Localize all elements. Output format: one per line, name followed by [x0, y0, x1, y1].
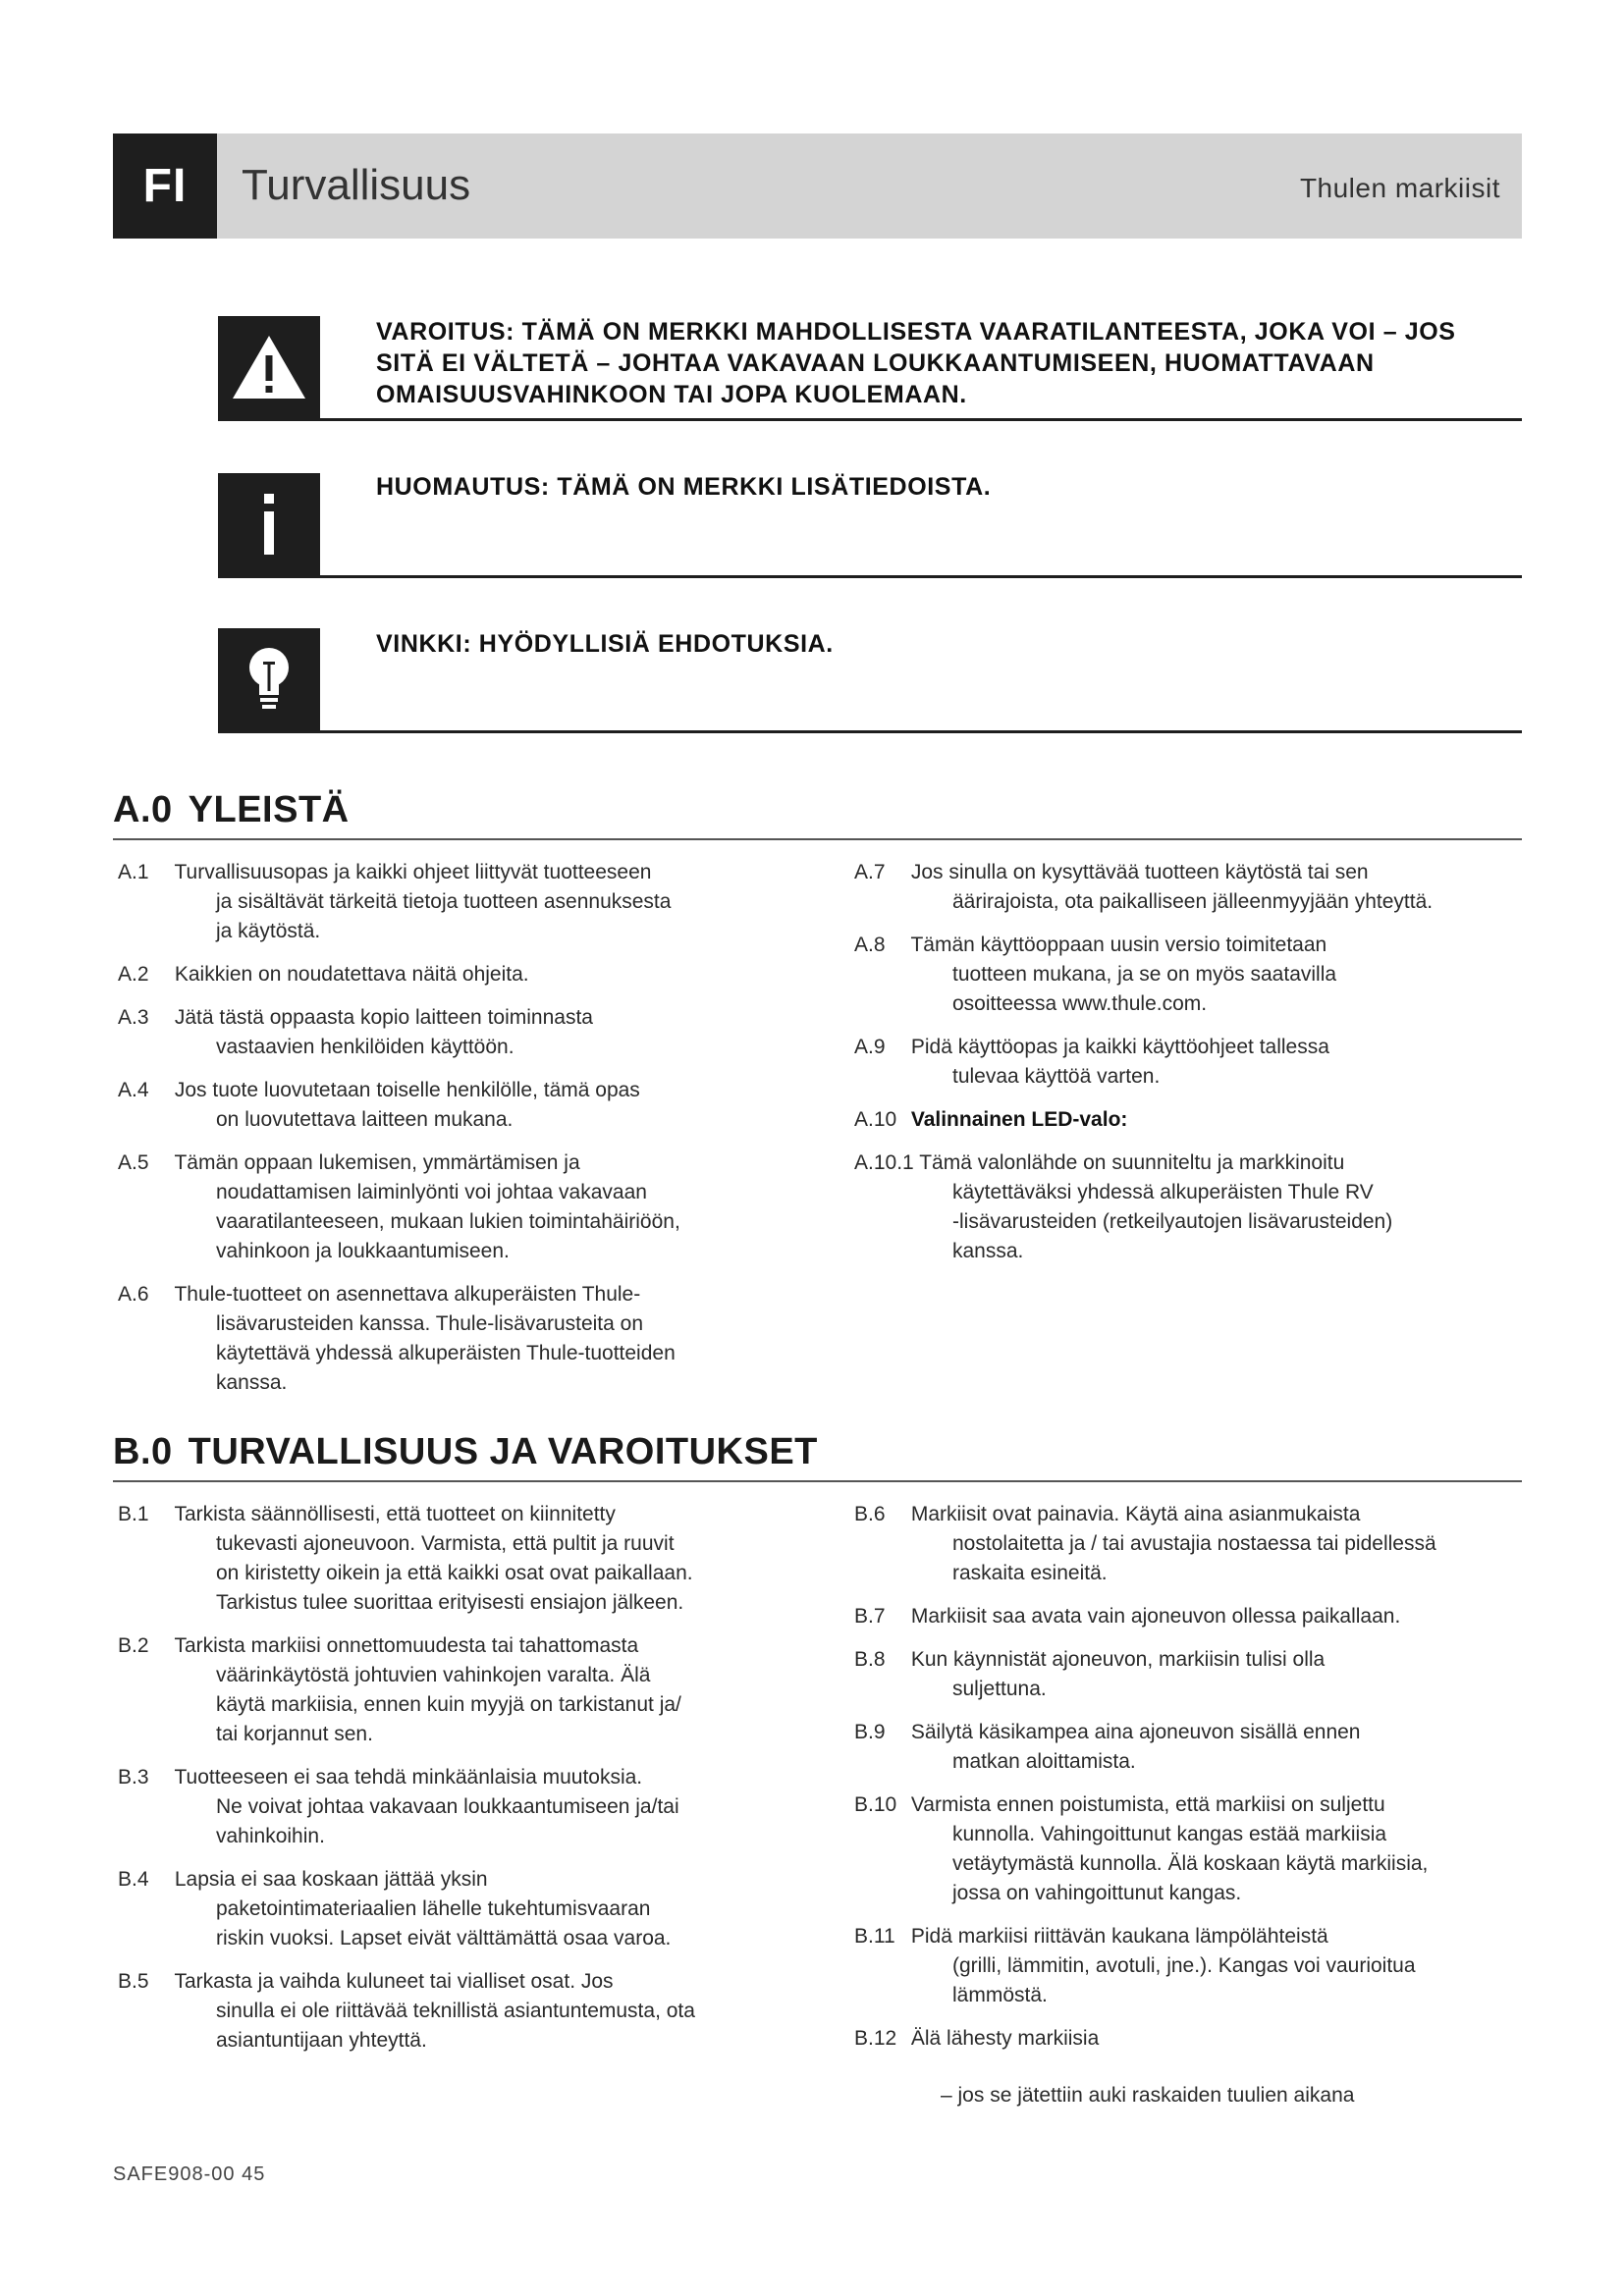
item-label: B.2	[118, 1634, 149, 1657]
item-continuation-line: tai korjannut sen.	[216, 1723, 373, 1745]
item-first-line	[854, 931, 1522, 960]
item-label: B.5	[118, 1970, 149, 1993]
item-first-line	[854, 1148, 1522, 1178]
section-b-title: TURVALLISUUS JA VAROITUKSET	[188, 1431, 818, 1472]
item-continuation-line: lisävarusteiden kanssa. Thule-lisävarusteita on	[216, 1312, 644, 1335]
list-item	[118, 1280, 805, 1398]
warning-notice	[218, 316, 1522, 421]
info-text: HUOMAUTUS: TÄMÄ ON MERKKI LISÄTIEDOISTA.	[376, 473, 992, 501]
brand-label: Thulen markiisit	[1299, 173, 1500, 203]
item-text: Tuotteeseen ei saa tehdä minkäänlaisia muutoksia.	[174, 1766, 643, 1789]
page-header	[113, 133, 1522, 239]
list-item	[854, 2024, 1522, 2054]
item-first-line	[854, 1602, 1522, 1631]
item-label: B.10	[854, 1793, 897, 1816]
item-first-line	[854, 1645, 1522, 1675]
item-text: Säilytä käsikampea aina ajoneuvon sisällä ennen	[910, 1721, 1361, 1743]
item-first-line	[118, 1003, 805, 1033]
list-item	[118, 1148, 805, 1266]
item-label: B.3	[118, 1766, 149, 1789]
list-item	[118, 1631, 805, 1749]
item-continuation-line: tuotteen mukana, ja se on myös saatavilla	[952, 963, 1337, 986]
item-text: Tarkasta ja vaihda kuluneet tai vialliset osat. Jos	[174, 1970, 614, 1993]
section-b-right-column	[854, 1500, 1522, 2067]
item-continuation-line: on luovutettava laitteen mukana.	[216, 1108, 514, 1131]
warning-text: VAROITUS: TÄMÄ ON MERKKI MAHDOLLISESTA VAARATILANTEESTA, JOKA VOI – JOS SITÄ EI VÄLTETÄ – JOHTAA VAKAVAAN LOUKKAANTUMISEEN, HUOMATTAVAAN OMAISUUSVAHINKOON TAI JOPA KUOLEMAAN.	[376, 318, 1456, 408]
item-continuation-line: riskin vuoksi. Lapset eivät välttämättä osaa varoa.	[216, 1927, 672, 1949]
section-b-left-column	[118, 1500, 805, 2069]
item-continuation-line: asiantuntijaan yhteyttä.	[216, 2029, 427, 2052]
item-continuation-line: ja sisältävät tärkeitä tietoja tuotteen asennuksesta	[216, 890, 672, 913]
item-first-line	[118, 1280, 805, 1309]
section-a-number: A.0	[113, 789, 173, 830]
item-label: A.8	[854, 934, 886, 956]
item-text: Tämän käyttöoppaan uusin versio toimitetaan	[910, 934, 1327, 956]
item-continuation-line: osoitteessa www.thule.com.	[952, 992, 1208, 1015]
section-a-right-column	[854, 858, 1522, 1280]
page-footer	[113, 2163, 265, 2186]
item-continuation-line: vahinkoihin.	[216, 1825, 325, 1847]
item-first-line	[854, 1790, 1522, 1820]
item-label: A.4	[118, 1079, 149, 1101]
item-continuation-line: äärirajoista, ota paikalliseen jälleenmyyjään yhteyttä.	[952, 890, 1434, 913]
item-continuation-line: Ne voivat johtaa vakavaan loukkaantumiseen ja/tai	[216, 1795, 679, 1818]
info-notice	[218, 473, 1522, 578]
list-item	[118, 1763, 805, 1851]
item-label: A.7	[854, 861, 886, 883]
item-text: Turvallisuusopas ja kaikki ohjeet liittyvät tuotteeseen	[174, 861, 652, 883]
item-continuation-line: paketointimateriaalien lähelle tukehtumisvaaran	[216, 1897, 651, 1920]
item-label: B.11	[854, 1925, 895, 1948]
document-code: SAFE908-00	[113, 2163, 236, 2185]
section-a-heading	[113, 789, 1522, 840]
item-first-line	[854, 1500, 1522, 1529]
list-item	[118, 1500, 805, 1618]
item-first-line	[118, 1148, 805, 1178]
item-continuation-line: matkan aloittamista.	[952, 1750, 1136, 1773]
item-label: A.10.1	[854, 1151, 914, 1174]
item-first-line	[854, 1033, 1522, 1062]
list-item	[118, 1076, 805, 1135]
item-label: B.9	[854, 1721, 886, 1743]
item-first-line	[118, 960, 805, 989]
item-continuation-line: vaaratilanteeseen, mukaan lukien toimintahäiriöön,	[216, 1210, 680, 1233]
item-label: A.6	[118, 1283, 149, 1306]
item-label: B.7	[854, 1605, 886, 1628]
item-first-line	[854, 1718, 1522, 1747]
section-a-title: YLEISTÄ	[188, 789, 350, 830]
page-number: 45	[242, 2163, 266, 2185]
list-item	[854, 1602, 1522, 1631]
item-continuation-line: sinulla ei ole riittävää teknillistä asiantuntemusta, ota	[216, 2000, 695, 2022]
warning-triangle-icon	[218, 316, 320, 418]
list-item	[854, 1500, 1522, 1588]
tip-notice	[218, 628, 1522, 733]
item-continuation-line: lämmöstä.	[952, 1984, 1048, 2006]
section-b-heading	[113, 1431, 1522, 1482]
item-continuation-line: noudattamisen laiminlyönti voi johtaa vakavaan	[216, 1181, 647, 1203]
item-text: Tarkista säännöllisesti, että tuotteet on kiinnitetty	[174, 1503, 616, 1525]
item-continuation-line: Tarkistus tulee suorittaa erityisesti ensiajon jälkeen.	[216, 1591, 684, 1614]
item-continuation-line: käytettävä yhdessä alkuperäisten Thule-tuotteiden	[216, 1342, 676, 1364]
list-item	[118, 1865, 805, 1953]
item-text: Jos sinulla on kysyttävää tuotteen käytöstä tai sen	[910, 861, 1369, 883]
item-first-line	[118, 1763, 805, 1792]
item-continuation-line: kanssa.	[216, 1371, 288, 1394]
item-text: Lapsia ei saa koskaan jättää yksin	[174, 1868, 488, 1891]
section-b-number: B.0	[113, 1431, 173, 1472]
item-label: A.5	[118, 1151, 149, 1174]
item-label: B.4	[118, 1868, 149, 1891]
item-first-line	[118, 1076, 805, 1105]
item-continuation-line: -lisävarusteiden (retkeilyautojen lisävarusteiden)	[952, 1210, 1393, 1233]
item-continuation-line: kunnolla. Vahingoittunut kangas estää markiisia	[952, 1823, 1387, 1845]
section-a-left-column	[118, 858, 805, 1412]
item-continuation-line: käytä markiisia, ennen kuin myyjä on tarkistanut ja/	[216, 1693, 681, 1716]
item-label: A.9	[854, 1036, 886, 1058]
item-first-line	[854, 1922, 1522, 1951]
item-first-line	[854, 1105, 1522, 1135]
item-continuation-line: jossa on vahingoittunut kangas.	[952, 1882, 1242, 1904]
list-item	[854, 931, 1522, 1019]
item-text: Tämä valonlähde on suunniteltu ja markkinoitu	[919, 1151, 1345, 1174]
page-title: Turvallisuus	[242, 161, 471, 209]
item-continuation-line: vastaavien henkilöiden käyttöön.	[216, 1036, 514, 1058]
tip-text: VINKKI: HYÖDYLLISIÄ EHDOTUKSIA.	[376, 630, 834, 658]
list-item	[854, 1790, 1522, 1908]
list-item	[118, 960, 805, 989]
item-continuation-line: suljettuna.	[952, 1678, 1047, 1700]
item-continuation-line: kanssa.	[952, 1240, 1024, 1262]
list-item	[118, 1967, 805, 2056]
item-continuation-line: ja käytöstä.	[216, 920, 321, 942]
item-continuation-line: väärinkäytöstä johtuvien vahinkojen varalta. Älä	[216, 1664, 651, 1686]
list-item	[854, 858, 1522, 917]
list-item	[854, 1148, 1522, 1266]
item-first-line	[118, 1631, 805, 1661]
item-first-line	[118, 1865, 805, 1895]
item-continuation-line: vahinkoon ja loukkaantumiseen.	[216, 1240, 510, 1262]
item-continuation-line: käytettäväksi yhdessä alkuperäisten Thule RV	[952, 1181, 1374, 1203]
item-text: Valinnainen LED-valo:	[910, 1108, 1128, 1131]
item-text: Markiisit ovat painavia. Käytä aina asianmukaista	[910, 1503, 1361, 1525]
item-text: Markiisit saa avata vain ajoneuvon ollessa paikallaan.	[910, 1605, 1401, 1628]
item-first-line	[118, 858, 805, 887]
list-item	[118, 858, 805, 946]
item-first-line	[854, 858, 1522, 887]
item-label: A.2	[118, 963, 149, 986]
item-text: Jätä tästä oppaasta kopio laitteen toiminnasta	[174, 1006, 593, 1029]
list-item	[854, 1105, 1522, 1135]
item-first-line	[118, 1967, 805, 1997]
item-text: Varmista ennen poistumista, että markiisi on suljettu	[910, 1793, 1385, 1816]
list-item	[854, 1922, 1522, 2010]
item-first-line	[854, 2024, 1522, 2054]
item-label: A.10	[854, 1108, 897, 1131]
item-label: B.8	[854, 1648, 886, 1671]
item-text: Kun käynnistät ajoneuvon, markiisin tulisi olla	[910, 1648, 1326, 1671]
info-icon	[218, 473, 320, 575]
item-text: Pidä käyttöopas ja kaikki käyttöohjeet tallessa	[910, 1036, 1329, 1058]
item-continuation-line: on kiristetty oikein ja että kaikki osat ovat paikallaan.	[216, 1562, 693, 1584]
item-continuation-line: nostolaitetta ja / tai avustajia nostaessa tai pidellessä	[952, 1532, 1436, 1555]
item-text: Jos tuote luovutetaan toiselle henkilölle, tämä opas	[174, 1079, 640, 1101]
item-label: B.6	[854, 1503, 886, 1525]
item-label: B.12	[854, 2027, 897, 2050]
item-text: Thule-tuotteet on asennettava alkuperäisten Thule-	[174, 1283, 641, 1306]
item-label: A.3	[118, 1006, 149, 1029]
language-code: FI	[113, 133, 217, 239]
item-label: A.1	[118, 861, 149, 883]
list-item	[854, 1033, 1522, 1092]
item-first-line	[118, 1500, 805, 1529]
item-continuation-line: (grilli, lämmitin, avotuli, jne.). Kangas voi vaurioitua	[952, 1954, 1416, 1977]
list-item	[854, 1645, 1522, 1704]
item-text: Kaikkien on noudatettava näitä ohjeita.	[174, 963, 529, 986]
lightbulb-icon	[218, 628, 320, 730]
item-text: Pidä markiisi riittävän kaukana lämpölähteistä	[910, 1925, 1328, 1948]
item-text: Älä lähesty markiisia	[910, 2027, 1100, 2050]
item-continuation-line: tukevasti ajoneuvoon. Varmista, että pultit ja ruuvit	[216, 1532, 675, 1555]
item-continuation-line: tulevaa käyttöä varten.	[952, 1065, 1161, 1088]
item-continuation-line: vetäytymästä kunnolla. Älä koskaan käytä markiisia,	[952, 1852, 1429, 1875]
item-text: Tarkista markiisi onnettomuudesta tai tahattomasta	[174, 1634, 639, 1657]
item-label: B.1	[118, 1503, 149, 1525]
item-text: Tämän oppaan lukemisen, ymmärtämisen ja	[174, 1151, 580, 1174]
item-continuation-line: raskaita esineitä.	[952, 1562, 1108, 1584]
list-item	[854, 1718, 1522, 1777]
list-item	[118, 1003, 805, 1062]
b12-dash-line: – jos se jätettiin auki raskaiden tuulien aikana	[941, 2084, 1355, 2107]
